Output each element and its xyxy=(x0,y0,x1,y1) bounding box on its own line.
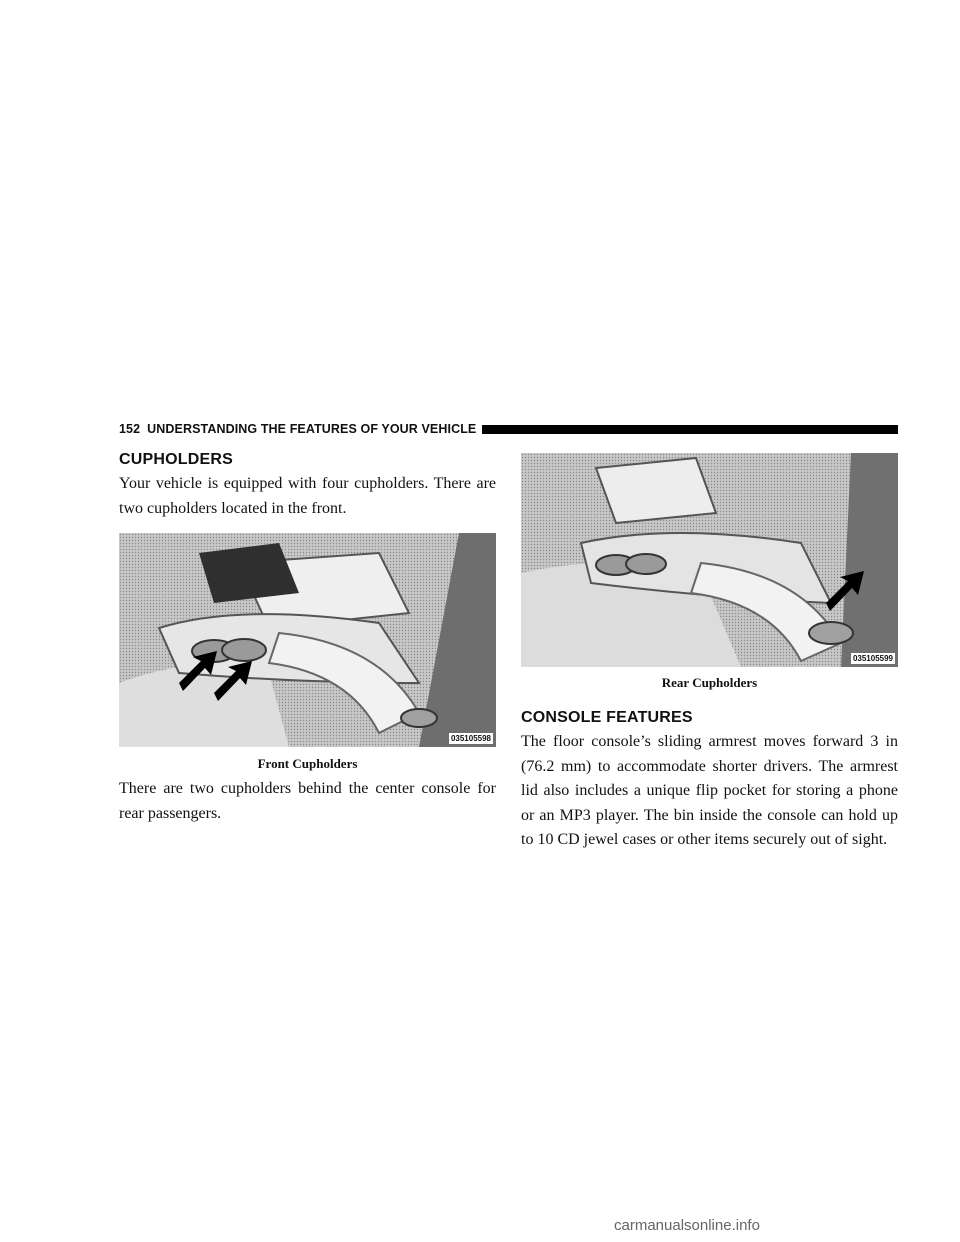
rear-cupholders-caption: Rear Cupholders xyxy=(661,675,758,690)
cupholders-intro: Your vehicle is equipped with four cupholders. There are two cupholders located in the front. xyxy=(119,475,496,517)
rear-cupholders-text: There are two cupholders behind the center console for rear passengers. xyxy=(119,780,496,822)
right-column xyxy=(521,453,898,853)
header-rule xyxy=(482,425,898,434)
page-number: 152 xyxy=(119,422,141,436)
front-cupholders-image xyxy=(119,533,496,747)
console-features-text: The floor console’s sliding armrest moves forward 3 in (76.2 mm) to accommodate shorter drivers. The armrest lid also includes a unique flip pocket for storing a phone or an MP3 player. The bin inside the console can hold up to 10 CD jewel cases or other items securely out of sight. xyxy=(521,733,898,848)
watermark: carmanualsonline.info xyxy=(614,1217,760,1234)
rear-image-code: 035105599 xyxy=(852,654,893,663)
front-image-code: 035105598 xyxy=(450,734,491,743)
rear-cupholders-image xyxy=(521,453,898,667)
left-column xyxy=(119,449,496,826)
console-features-heading: CONSOLE FEATURES xyxy=(521,709,693,726)
cupholders-heading: CUPHOLDERS xyxy=(119,451,234,468)
page-header xyxy=(119,420,898,438)
front-cupholders-caption: Front Cupholders xyxy=(257,756,358,771)
section-title: UNDERSTANDING THE FEATURES OF YOUR VEHICLE xyxy=(147,422,477,436)
